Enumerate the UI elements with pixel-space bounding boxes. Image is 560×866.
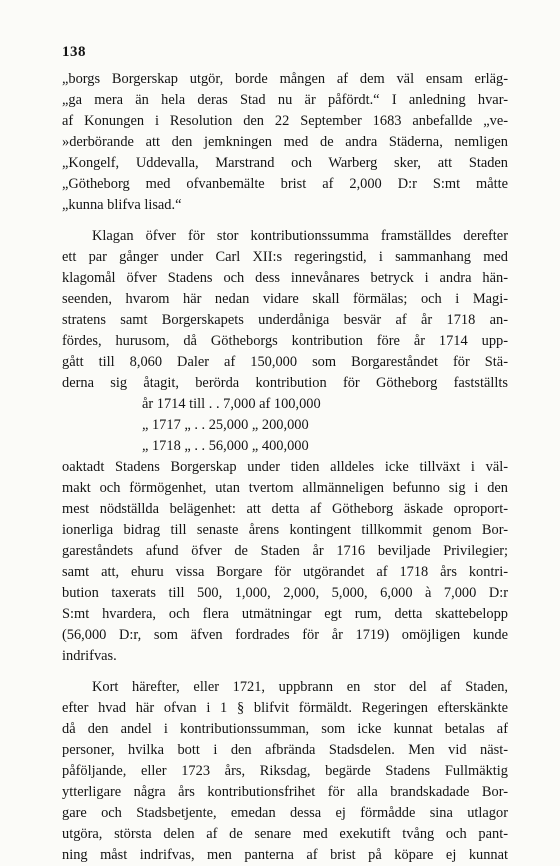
text-line: bution taxerats till 500, 1,000, 2,000, 5,000, 6,000 à 7,000 D:r <box>62 585 508 601</box>
paragraph-quotation <box>62 69 508 216</box>
text-line: ning måst indrifvas, men panterna af brist på köpare ej kunnat <box>62 847 508 863</box>
text-line: makt och förmögenhet, utan tvertom allmänneligen befunno sig i den <box>62 480 508 496</box>
text-line: »derbörande att den jemkningen med de andra Städerna, nemligen <box>62 134 508 150</box>
text-line: oaktadt Stadens Borgerskap under tiden alldeles icke tillväxt i väl- <box>62 459 508 475</box>
text-line: gare och Stadsbetjente, emedan dessa ej förmådde sina utlagor <box>62 805 508 821</box>
contribution-table <box>62 394 508 457</box>
text-line: Klagan öfver för stor kontributionssumma framställdes derefter <box>92 228 508 244</box>
text-line: ett par gånger under Carl XII:s regeringstid, i sammanhang med <box>62 249 508 265</box>
table-row: „ 1717 „ . . 25,000 „ 200,000 <box>142 417 309 433</box>
paragraph-kort-harefter <box>62 677 508 866</box>
text-line: personer, hvilka bott i den afbrända Stadsdelen. Men vid näst- <box>62 742 508 758</box>
text-line: „Kongelf, Uddevalla, Marstrand och Warberg sker, att Staden <box>62 155 508 171</box>
table-row: år 1714 till . . 7,000 af 100,000 <box>142 396 321 412</box>
paragraph-klagan <box>62 226 508 667</box>
text-line: S:mt hvardera, och flera utmätningar egt rum, detta skattebelopp <box>62 606 508 622</box>
text-line: samt att, ehuru vissa Borgare för utgörandet af 1718 års kontri- <box>62 564 508 580</box>
text-line: klagomål öfver Stadens och dess innevånares betryck i andra hän- <box>62 270 508 286</box>
text-line: då den andel i kontributionssumman, som icke kunnat betalas af <box>62 721 508 737</box>
text-line: af Konungen i Resolution den 22 September 1683 anbefallde „ve- <box>62 113 508 129</box>
text-line: (56,000 D:r, som äfven fordrades för år 1719) omöjligen kunde <box>62 627 508 643</box>
table-row: „ 1718 „ . . 56,000 „ 400,000 <box>142 438 309 454</box>
page-number: 138 <box>62 44 86 60</box>
text-line: „kunna blifva lisad.“ <box>62 197 182 213</box>
text-line: „ga mera än hela deras Stad nu är påfördt.“ I anledning hvar- <box>62 92 508 108</box>
text-line: efter hvad här ofvan i 1 § blifvit förmäldt. Regeringen efterskänkte <box>62 700 508 716</box>
text-line: stratens samt Borgerskapets underdåniga besvär af år 1718 an- <box>62 312 508 328</box>
text-line: utgöra, största delen af de senare med exekutift tvång och pant- <box>62 826 508 842</box>
text-line: ytterligare några års kontributionsfrihet för alla brandskadade Bor- <box>62 784 508 800</box>
text-line: fördes, hurusom, då Götheborgs kontribution före år 1714 upp- <box>62 333 508 349</box>
text-line: indrifvas. <box>62 648 117 664</box>
text-line: Kort härefter, eller 1721, uppbrann en stor del af Staden, <box>92 679 508 695</box>
page-body <box>62 69 508 866</box>
text-line: „Götheborg med ofvanbemälte brist af 2,000 D:r S:mt måtte <box>62 176 508 192</box>
text-line: mest nödställda belägenhet: att detta af Götheborg äskade oproport- <box>62 501 508 517</box>
text-line: gareståndets afund öfver de Staden år 1716 beviljade Privilegier; <box>62 543 508 559</box>
text-line: seenden, hvarom här nedan vidare skall förmälas; och i Magi- <box>62 291 508 307</box>
text-line: derna sig åtagit, berörda kontribution för Götheborg fastställts <box>62 375 508 391</box>
text-line: påföljande, eller 1723 års, Riksdag, begärde Stadens Fullmäktig <box>62 763 508 779</box>
text-line: „borgs Borgerskap utgör, borde mången af dem väl ensam erläg- <box>62 71 508 87</box>
text-line: ionerliga bidrag till senaste årens kontingent tillkommit genom Bor- <box>62 522 508 538</box>
text-line: gått till 8,060 Daler af 150,000 som Borgareståndet för Stä- <box>62 354 508 370</box>
